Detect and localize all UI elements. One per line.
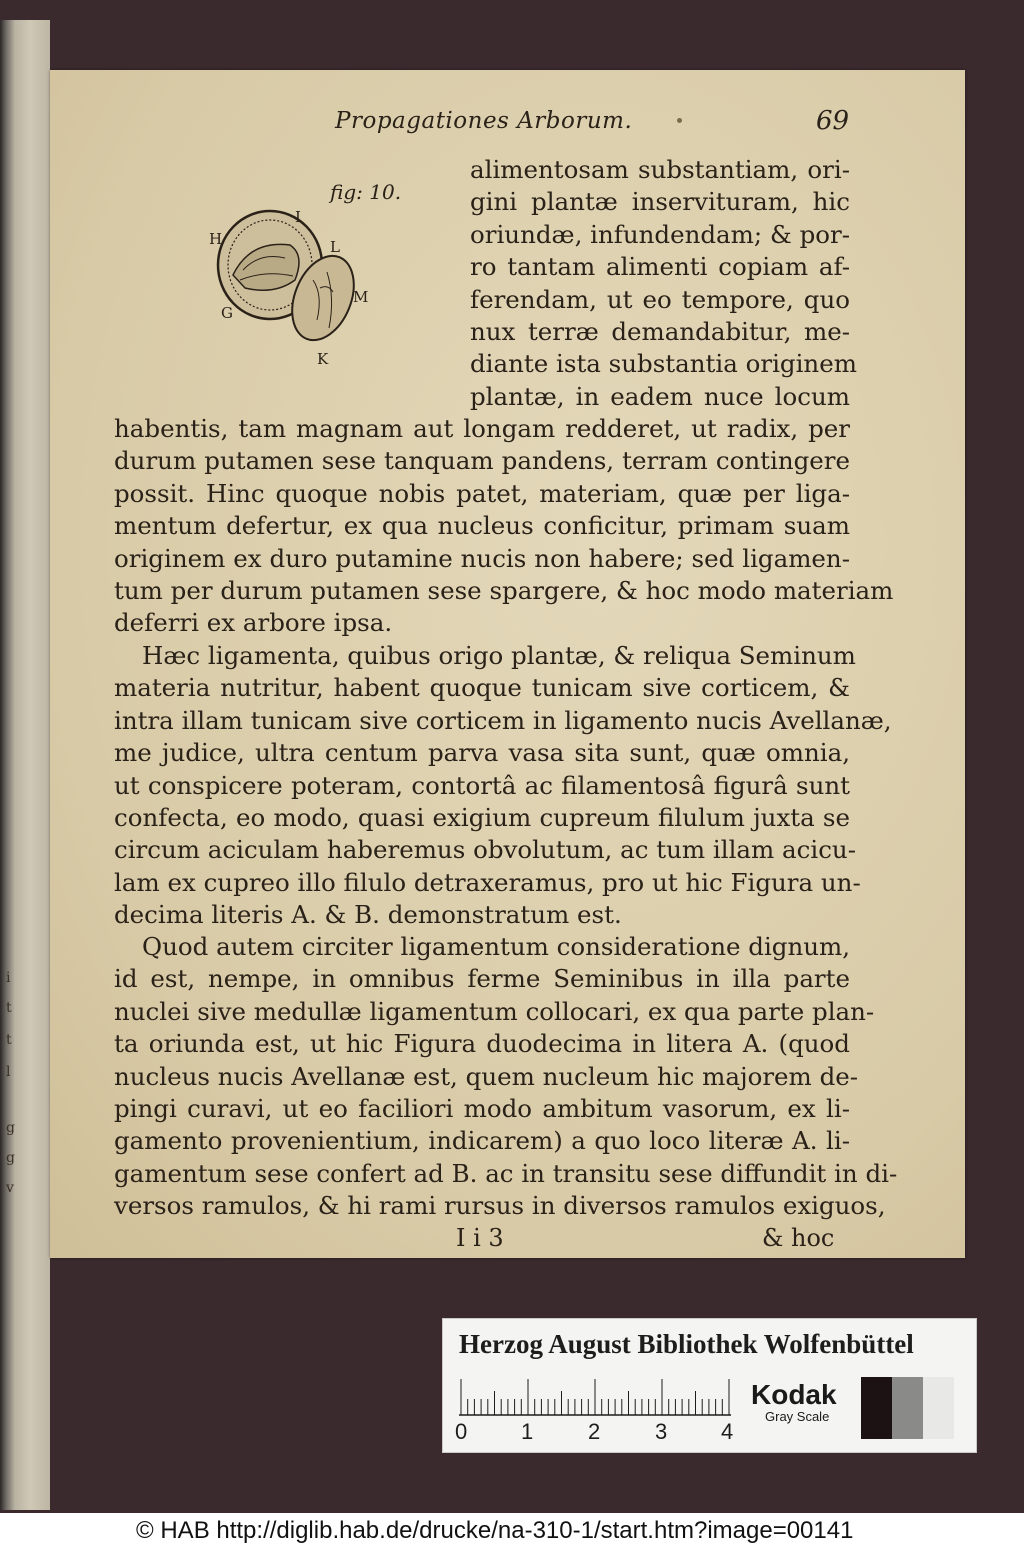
margin-mark: i bbox=[6, 970, 11, 986]
text-line: circum aciculam haberemus obvolutum, ac tum illam acicu- bbox=[114, 835, 856, 865]
figure-letter-k: K bbox=[317, 350, 329, 368]
text-line: materia nutritur, habent quoque tunicam sive corticem, & bbox=[114, 673, 850, 703]
gray-swatch-dark bbox=[861, 1377, 892, 1439]
kodak-logo: Kodak bbox=[751, 1379, 837, 1410]
text-line: ta oriunda est, ut hic Figura duodecima in litera A. (quod bbox=[114, 1029, 850, 1059]
ruler-number: 1 bbox=[521, 1419, 534, 1444]
margin-mark: g bbox=[6, 1120, 15, 1136]
text-line: habentis, tam magnam aut longam redderet, ut radix, per bbox=[114, 414, 850, 443]
margin-mark: v bbox=[6, 1180, 14, 1196]
gray-swatch-light bbox=[923, 1377, 954, 1439]
text-beside-figure bbox=[470, 154, 857, 413]
text-line: nux terræ demandabitur, me- bbox=[470, 317, 850, 347]
margin-mark: t bbox=[6, 1000, 12, 1016]
text-line: tum per durum putamen sese spargere, & hoc modo materiam bbox=[114, 576, 894, 606]
ruler-number: 0 bbox=[455, 1419, 468, 1444]
figure-letter-i: I bbox=[295, 208, 301, 226]
text-line: plantæ, in eadem nuce locum bbox=[470, 381, 850, 411]
library-name: Herzog August Bibliothek Wolfenbüttel bbox=[459, 1329, 914, 1359]
paragraph-3 bbox=[114, 931, 898, 1223]
margin-mark: l bbox=[6, 1064, 11, 1080]
text-line: possit. Hinc quoque nobis patet, materiam, quæ per liga- bbox=[114, 478, 850, 508]
text-line: alimentosam substantiam, ori- bbox=[470, 155, 850, 184]
text-line: gamento provenientium, indicarem) a quo loco literæ A. li- bbox=[114, 1126, 850, 1156]
paragraph-1 bbox=[114, 413, 894, 640]
ruler-number: 3 bbox=[655, 1419, 668, 1444]
figure-letter-l: L bbox=[330, 238, 340, 256]
ruler-number: 2 bbox=[588, 1419, 601, 1444]
paragraph-2 bbox=[114, 640, 892, 932]
adjacent-page-edge bbox=[0, 20, 50, 1510]
figure-letter-m: M bbox=[353, 288, 369, 306]
text-line: durum putamen sese tanquam pandens, terram contingere bbox=[114, 446, 850, 476]
text-line: intra illam tunicam sive corticem in ligamento nucis Avellanæ, bbox=[114, 705, 892, 735]
catchword: & hoc bbox=[762, 1224, 835, 1252]
gray-swatch-mid bbox=[892, 1377, 923, 1439]
text-line: ut conspicere poteram, contortâ ac filamentosâ figurâ sunt bbox=[114, 770, 850, 800]
footer-bar bbox=[0, 1513, 1024, 1553]
text-line: ro tantam alimenti copiam af- bbox=[470, 252, 850, 282]
signature-mark: I i 3 bbox=[456, 1224, 504, 1252]
text-line: confecta, eo modo, quasi exigium cupreum filulum juxta se bbox=[114, 803, 850, 833]
text-line: Hæc ligamenta, quibus origo plantæ, & reliqua Seminum bbox=[142, 641, 856, 670]
text-line: nuclei sive medullæ ligamentum collocari, ex qua parte plan- bbox=[114, 996, 875, 1026]
margin-mark: t bbox=[6, 1032, 12, 1048]
library-color-card bbox=[442, 1318, 977, 1453]
nut-engraving bbox=[195, 180, 440, 380]
text-line: mentum defertur, ex qua nucleus conficitur, primam suam bbox=[114, 511, 850, 541]
ruler-scale bbox=[459, 1377, 731, 1417]
figure-letter-g: G bbox=[221, 304, 233, 322]
page-number: 69 bbox=[816, 106, 850, 136]
text-line: gini plantæ inservituram, hic bbox=[470, 187, 850, 217]
text-line: nucleus nucis Avellanæ est, quem nucleum hic majorem de- bbox=[114, 1061, 859, 1091]
ornament-dot bbox=[677, 118, 682, 123]
text-line: id est, nempe, in omnibus ferme Seminibus in illa parte bbox=[114, 964, 850, 994]
text-line: ferendam, ut eo tempore, quo bbox=[470, 284, 850, 314]
text-line: pingi curavi, ut eo faciliori modo ambitum vasorum, ex li- bbox=[114, 1094, 850, 1124]
text-line: oriundæ, infundendam; & por- bbox=[470, 219, 850, 249]
text-line: Quod autem circiter ligamentum consideratione dignum, bbox=[142, 932, 851, 961]
figure-label: fig: 10. bbox=[330, 180, 402, 204]
figure-letter-h: H bbox=[209, 230, 223, 248]
text-line: originem ex duro putamine nucis non habere; sed ligamen- bbox=[114, 543, 850, 573]
kodak-subtitle: Gray Scale bbox=[765, 1409, 830, 1424]
text-line: versos ramulos, & hi rami rursus in diversos ramulos exiguos, bbox=[114, 1191, 886, 1221]
text-line: gamentum sese confert ad B. ac in transitu sese diffundit in di- bbox=[114, 1158, 898, 1188]
ruler-number: 4 bbox=[721, 1419, 734, 1444]
margin-mark: g bbox=[6, 1150, 15, 1166]
text-line: lam ex cupreo illo filulo detraxeramus, pro ut hic Figura un- bbox=[114, 867, 861, 897]
text-line: deferri ex arbore ipsa. bbox=[114, 608, 393, 638]
text-line: me judice, ultra centum parva vasa sita sunt, quæ omnia, bbox=[114, 738, 850, 768]
text-line: decima literis A. & B. demonstratum est. bbox=[114, 900, 622, 930]
copyright-url: © HAB http://diglib.hab.de/drucke/na-310-1/start.htm?image=00141 bbox=[136, 1517, 854, 1544]
text-line: diante ista substantia originem bbox=[470, 349, 857, 379]
running-head: Propagationes Arborum. bbox=[335, 108, 633, 134]
